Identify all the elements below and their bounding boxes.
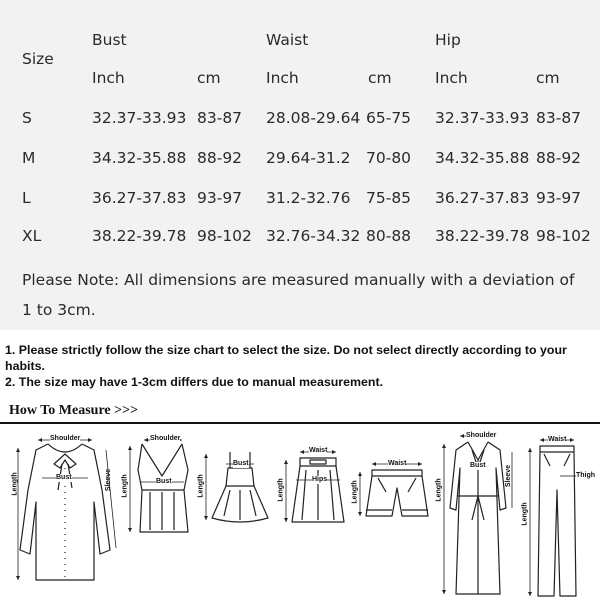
size-xl-bust-inch: 38.22-39.78	[92, 227, 187, 245]
size-column-header: Size	[22, 50, 54, 68]
size-l-bust-cm: 93-97	[197, 189, 243, 207]
tank-top-diagram	[122, 430, 200, 600]
size-m-bust-cm: 88-92	[197, 149, 243, 167]
length-label: Length	[435, 478, 443, 502]
section-divider	[0, 422, 600, 424]
tank-top-drawing	[122, 430, 200, 600]
hip-column-header: Hip	[435, 31, 461, 49]
size-xl-label: XL	[22, 227, 42, 245]
size-m-waist-inch: 29.64-31.2	[266, 149, 351, 167]
size-l-hip-cm: 93-97	[536, 189, 582, 207]
shoulder-label: Shoulder	[466, 432, 497, 439]
size-xl-waist-cm: 80-88	[366, 227, 412, 245]
waist-column-header: Waist	[266, 31, 309, 49]
size-l-hip-inch: 36.27-37.83	[435, 189, 530, 207]
measurement-note: Please Note: All dimensions are measured manually with a deviation of 1 to 3cm.	[22, 271, 575, 319]
shoulder-label: Shoulder	[50, 435, 81, 442]
bust-column-header: Bust	[92, 31, 127, 49]
how-to-measure-title: How To Measure >>>	[9, 403, 139, 418]
skirt-drawing	[276, 430, 356, 600]
size-xl-bust-cm: 98-102	[197, 227, 252, 245]
size-s-waist-inch: 28.08-29.64	[266, 109, 361, 127]
waist-inch-unit: Inch	[266, 69, 299, 87]
size-xl-waist-inch: 32.76-34.32	[266, 227, 361, 245]
size-l-waist-cm: 75-85	[366, 189, 412, 207]
sleeve-label: Sleeve	[105, 468, 113, 492]
bust-label: Bust	[470, 462, 486, 469]
bust-label: Bust	[156, 478, 172, 485]
instruction-item: 1. Please strictly follow the size chart to select the size. Do not select directly according to your habits.	[5, 343, 567, 373]
pants-diagram	[518, 430, 598, 600]
shorts-drawing	[356, 430, 436, 600]
blouse-drawing	[6, 430, 124, 600]
size-s-bust-inch: 32.37-33.93	[92, 109, 187, 127]
instruction-item: 2. The size may have 1-3cm differs due to manual measurement.	[5, 375, 384, 389]
hip-inch-unit: Inch	[435, 69, 468, 87]
size-m-waist-cm: 70-80	[366, 149, 412, 167]
bust-inch-unit: Inch	[92, 69, 125, 87]
waist-label: Waist	[309, 447, 328, 454]
size-l-bust-inch: 36.27-37.83	[92, 189, 187, 207]
size-s-hip-inch: 32.37-33.93	[435, 109, 530, 127]
size-instructions	[5, 342, 597, 390]
size-l-label: L	[22, 189, 31, 207]
length-label: Length	[197, 474, 205, 498]
shorts-diagram	[351, 430, 436, 600]
blouse-diagram	[6, 430, 124, 600]
length-label: Length	[351, 480, 359, 504]
size-s-hip-cm: 83-87	[536, 109, 582, 127]
length-label: Length	[521, 502, 529, 526]
skirt-diagram	[276, 430, 356, 600]
pants-drawing	[518, 430, 598, 600]
size-xl-hip-cm: 98-102	[536, 227, 591, 245]
length-label: Length	[277, 478, 285, 502]
size-xl-hip-inch: 38.22-39.78	[435, 227, 530, 245]
cami-dress-drawing	[197, 430, 274, 600]
cami-dress-diagram	[197, 430, 274, 600]
size-m-bust-inch: 34.32-35.88	[92, 149, 187, 167]
size-m-label: M	[22, 149, 36, 167]
trench-coat-diagram	[435, 428, 518, 600]
shoulder-label: Shoulder	[150, 435, 181, 442]
size-s-bust-cm: 83-87	[197, 109, 243, 127]
waist-label: Waist	[388, 460, 407, 467]
trench-coat-drawing	[435, 428, 518, 600]
bust-label: Bust	[56, 474, 72, 481]
bust-label: Bust	[233, 460, 249, 467]
size-m-hip-inch: 34.32-35.88	[435, 149, 530, 167]
hips-label: Hips	[312, 476, 328, 483]
length-label: Length	[11, 472, 19, 496]
size-l-waist-inch: 31.2-32.76	[266, 189, 351, 207]
hip-cm-unit: cm	[536, 69, 560, 87]
waist-label: Waist	[548, 436, 567, 443]
length-label: Length	[121, 474, 129, 498]
size-m-hip-cm: 88-92	[536, 149, 582, 167]
bust-cm-unit: cm	[197, 69, 221, 87]
waist-cm-unit: cm	[368, 69, 392, 87]
thigh-label: Thigh	[576, 472, 596, 479]
size-s-label: S	[22, 109, 32, 127]
sleeve-label: Sleeve	[505, 464, 513, 488]
size-s-waist-cm: 65-75	[366, 109, 412, 127]
